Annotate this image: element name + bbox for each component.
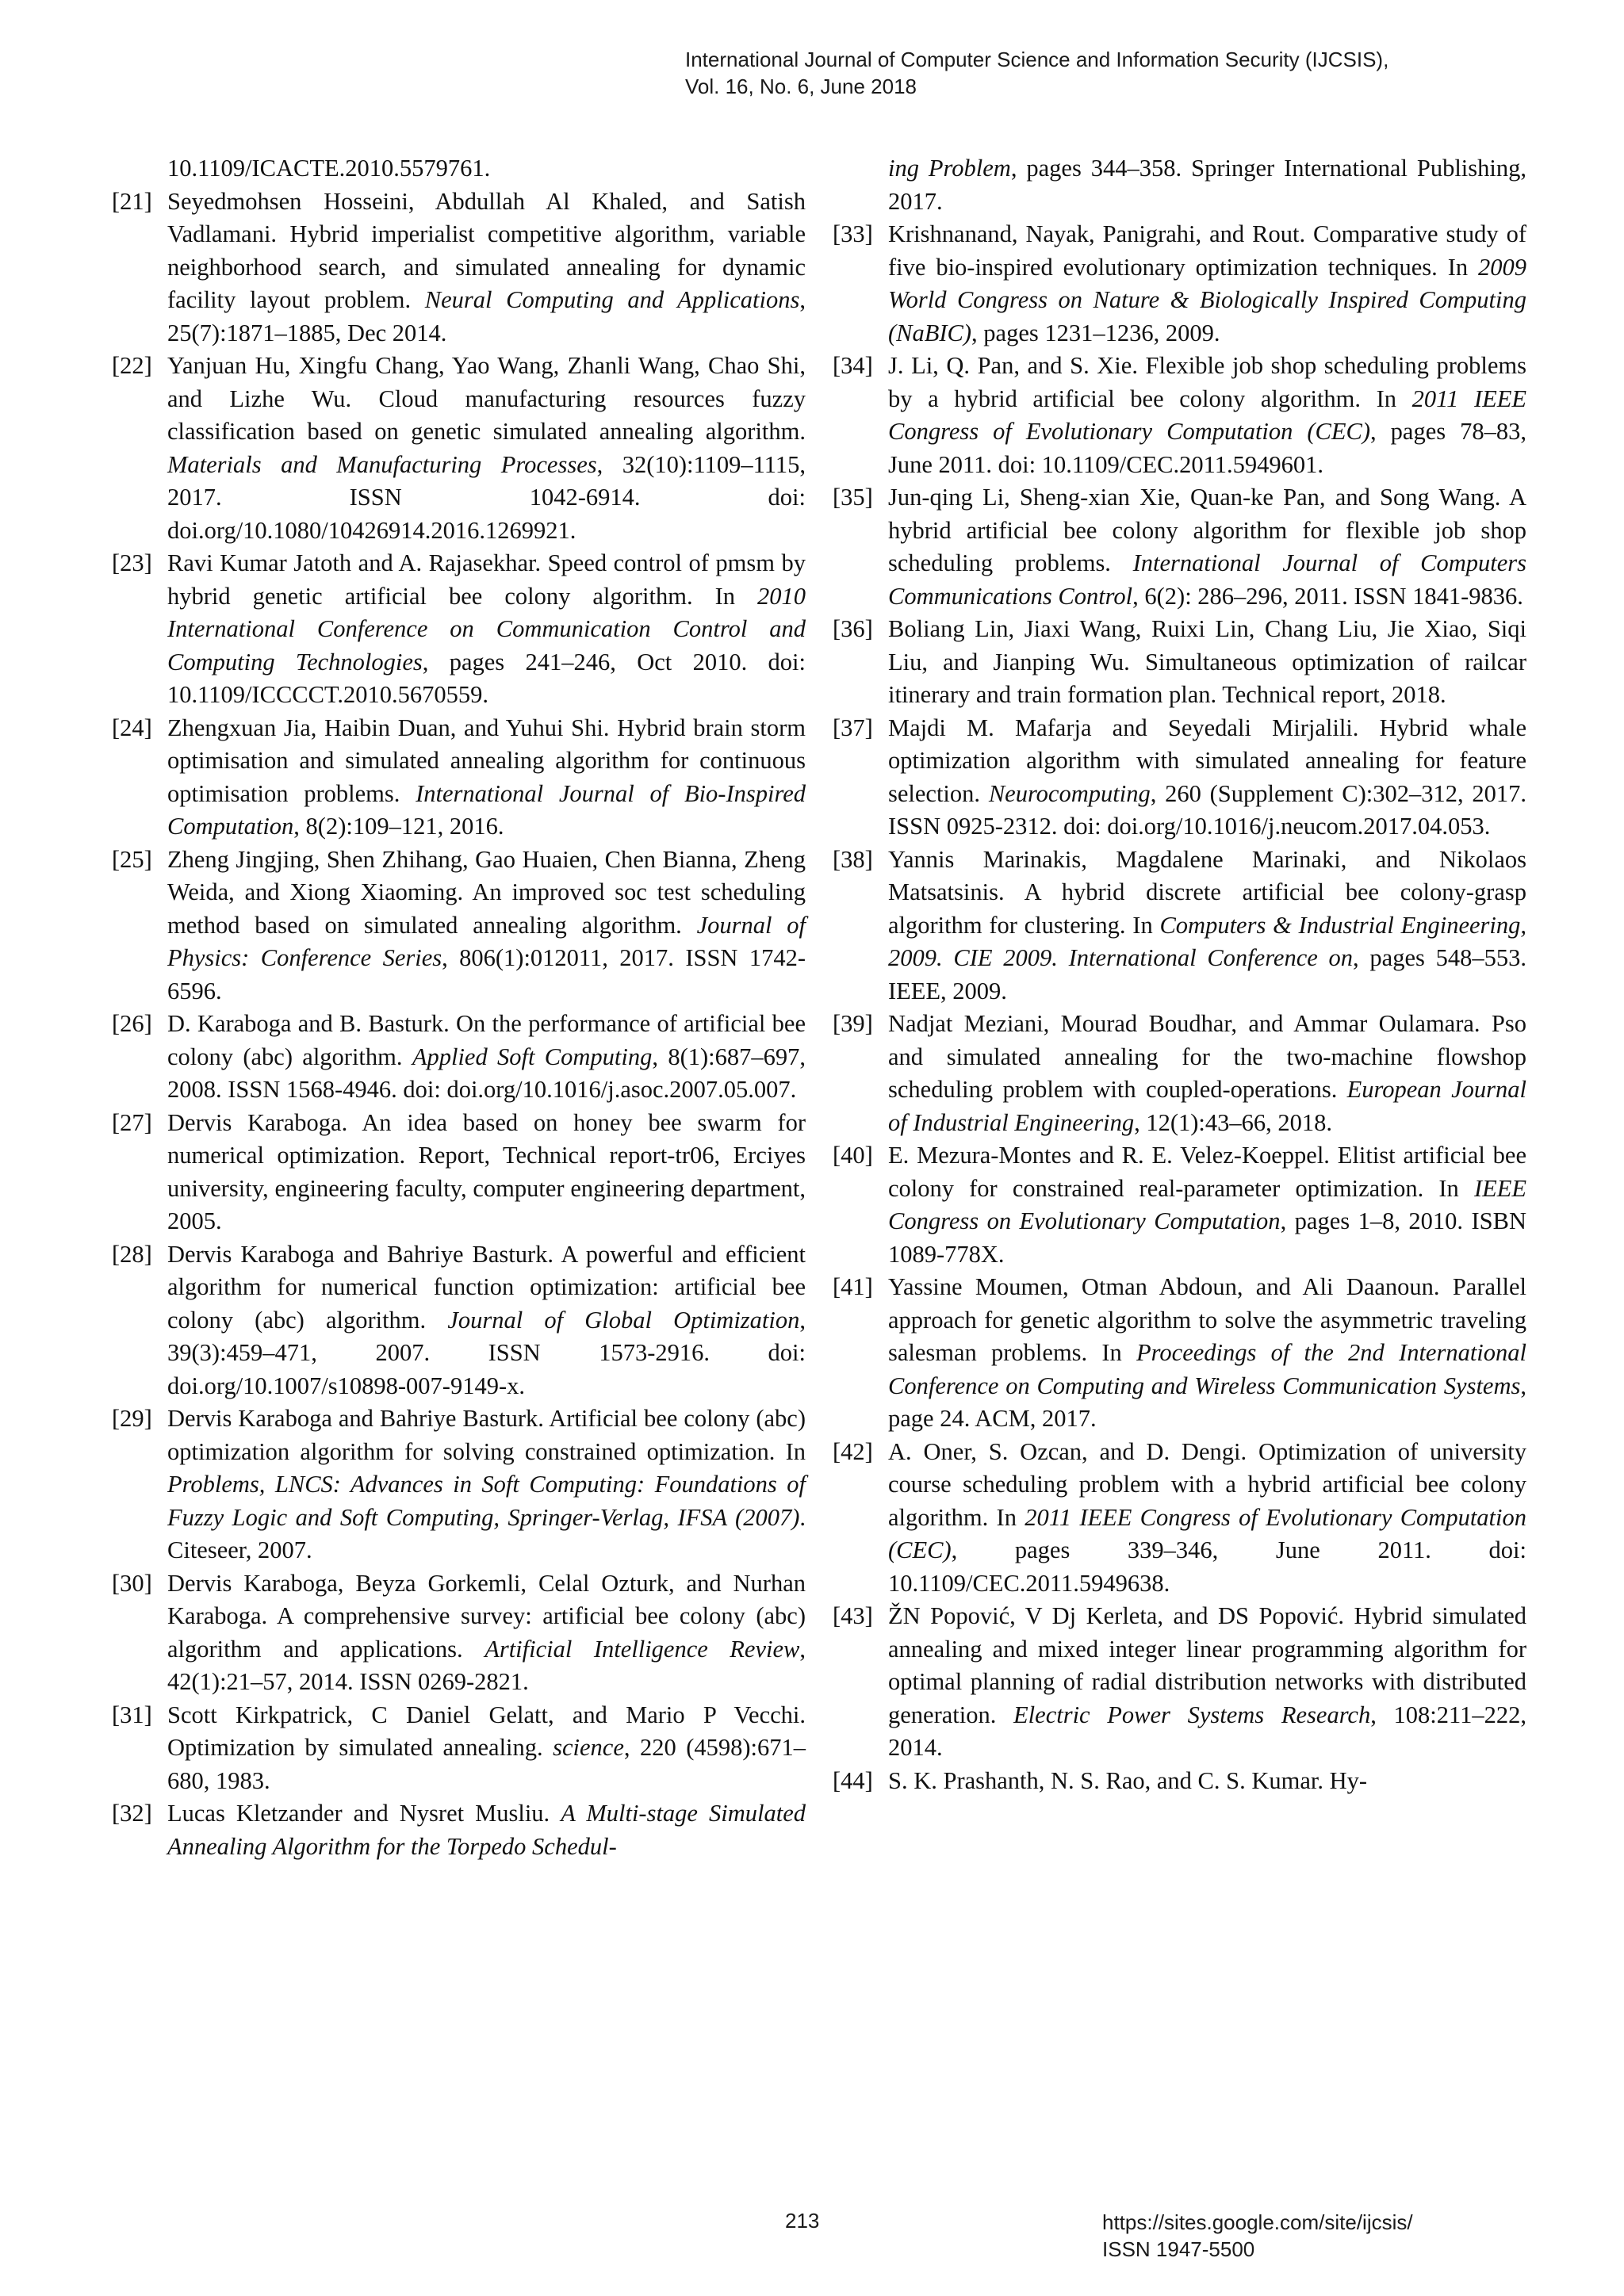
reference-continuation	[833, 152, 1526, 218]
reference-number: [39]	[833, 1010, 873, 1037]
reference-body	[167, 1402, 806, 1567]
reference-body	[888, 613, 1526, 712]
reference-entry	[833, 1008, 1526, 1139]
reference-venue: International Journal of Computers Communications Control	[888, 549, 1526, 610]
reference-entry	[112, 1107, 806, 1238]
reference-entry	[833, 712, 1526, 844]
reference-number: [21]	[112, 187, 152, 215]
reference-text: Dervis Karaboga and Bahriye Basturk. A powerful and efficient algorithm for numerical function optimization: artificial bee colony (abc) algorithm.	[167, 1240, 806, 1334]
footer-issn: ISSN 1947-5500	[1102, 2237, 1255, 2261]
reference-text: , 32(10):1109–1115, 2017. ISSN 1042-6914. doi: doi.org/10.1080/10426914.2016.1269921.	[167, 450, 806, 544]
reference-body	[888, 1139, 1526, 1271]
reference-number: [29]	[112, 1405, 152, 1432]
reference-entry	[833, 350, 1526, 481]
reference-number: [26]	[112, 1010, 152, 1037]
reference-number: [36]	[833, 615, 873, 642]
reference-text: , 12(1):43–66, 2018.	[1134, 1108, 1332, 1136]
reference-text: , 806(1):012011, 2017. ISSN 1742-6596.	[167, 944, 806, 1004]
reference-body	[167, 1107, 806, 1238]
reference-entry	[112, 1402, 806, 1567]
reference-venue: 2009 World Congress on Nature & Biologically Inspired Computing (NaBIC)	[888, 253, 1526, 346]
reference-text: , 25(7):1871–1885, Dec 2014.	[167, 286, 806, 346]
reference-text: Dervis Karaboga. An idea based on honey bee swarm for numerical optimization. Report, Technical report-tr06, Erciyes university, engineering faculty, computer engineering department, 2005.	[167, 1108, 806, 1234]
reference-body	[888, 350, 1526, 481]
reference-entry	[112, 844, 806, 1008]
reference-venue: ing Problem	[888, 155, 1011, 182]
reference-number: [38]	[833, 845, 873, 873]
reference-list-right	[833, 218, 1526, 1797]
reference-body	[888, 1436, 1526, 1601]
reference-body	[167, 186, 806, 350]
reference-text: Jun-qing Li, Sheng-xian Xie, Quan-ke Pan, and Song Wang. A hybrid artificial bee colony algorithm for flexible job shop scheduling problems.	[888, 484, 1526, 576]
journal-header	[685, 46, 1597, 100]
reference-venue: science	[553, 1734, 624, 1761]
reference-body	[167, 1567, 806, 1699]
reference-body	[888, 1600, 1526, 1765]
reference-venue: 2010 International Conference on Communication Control and Computing Technologies	[167, 582, 806, 675]
reference-text: Majdi M. Mafarja and Seyedali Mirjalili. Hybrid whale optimization algorithm with simulated annealing for feature selection.	[888, 714, 1526, 807]
reference-text: , 108:211–222, 2014.	[888, 1701, 1527, 1761]
reference-text: , 260 (Supplement C):302–312, 2017. ISSN 0925-2312. doi: doi.org/10.1016/j.neucom.2017.04.053.	[888, 779, 1527, 840]
reference-number: [33]	[833, 220, 873, 247]
reference-text: Seyedmohsen Hosseini, Abdullah Al Khaled, and Satish Vadlamani. Hybrid imperialist competitive algorithm, variable neighborhood search, and simulated annealing for dynamic facility layout problem.	[167, 187, 806, 313]
journal-title: International Journal of Computer Science and Information Security (IJCSIS),	[685, 48, 1389, 71]
reference-text: Nadjat Meziani, Mourad Boudhar, and Ammar Oulamara. Pso and simulated annealing for the two-machine flowshop scheduling problem with coupled-operations.	[888, 1010, 1526, 1103]
reference-text: Dervis Karaboga and Bahriye Basturk. Artificial bee colony (abc) optimization algorithm for solving constrained optimization. In	[167, 1405, 806, 1465]
page-number: 213	[785, 2209, 820, 2233]
reference-venue: International Journal of Bio-Inspired Computation	[167, 779, 806, 840]
reference-text: Yanjuan Hu, Xingfu Chang, Yao Wang, Zhanli Wang, Chao Shi, and Lizhe Wu. Cloud manufacturing resources fuzzy classification based on genetic simulated annealing algorithm.	[167, 352, 806, 445]
reference-venue: 2011 IEEE Congress of Evolutionary Computation (CEC)	[888, 1503, 1527, 1563]
reference-body	[888, 481, 1526, 613]
reference-text: Dervis Karaboga, Beyza Gorkemli, Celal Ozturk, and Nurhan Karaboga. A comprehensive survey: artificial bee colony (abc) algorithm and applications.	[167, 1569, 806, 1663]
reference-entry	[112, 547, 806, 712]
reference-text: Ravi Kumar Jatoth and A. Rajasekhar. Speed control of pmsm by hybrid genetic artificial bee colony algorithm. In	[167, 549, 806, 610]
reference-text: , pages 1–8, 2010. ISBN 1089-778X.	[888, 1207, 1526, 1268]
reference-text: Yannis Marinakis, Magdalene Marinaki, and Nikolaos Matsatsinis. A hybrid discrete artificial bee colony-grasp algorithm for clustering. In	[888, 845, 1526, 939]
reference-number: [35]	[833, 484, 873, 511]
references-right-column	[833, 152, 1526, 1797]
reference-text: A. Oner, S. Ozcan, and D. Dengi. Optimization of university course scheduling problem with a hybrid artificial bee colony algorithm. In	[888, 1437, 1526, 1531]
reference-text: , 42(1):21–57, 2014. ISSN 0269-2821.	[167, 1635, 806, 1695]
reference-text: , pages 1231–1236, 2009.	[971, 319, 1220, 346]
reference-body	[888, 844, 1526, 1008]
reference-number: [24]	[112, 714, 152, 741]
reference-text: Yassine Moumen, Otman Abdoun, and Ali Daanoun. Parallel approach for genetic algorithm to solve the asymmetric traveling salesman problems. In	[888, 1273, 1526, 1366]
reference-venue: Materials and Manufacturing Processes	[167, 450, 597, 478]
reference-venue: IEEE Congress on Evolutionary Computation	[888, 1174, 1526, 1234]
reference-body	[167, 547, 806, 712]
reference-text: , 6(2): 286–296, 2011. ISSN 1841-9836.	[1132, 582, 1523, 610]
reference-text: , 8(2):109–121, 2016.	[293, 813, 504, 840]
reference-text: , page 24. ACM, 2017.	[888, 1372, 1526, 1432]
reference-entry	[833, 1765, 1526, 1798]
journal-volume: Vol. 16, No. 6, June 2018	[685, 75, 917, 98]
reference-body	[167, 1238, 806, 1403]
reference-entry	[112, 712, 806, 844]
reference-number: [31]	[112, 1701, 152, 1728]
reference-entry	[833, 1139, 1526, 1271]
reference-entry	[112, 350, 806, 547]
reference-text: J. Li, Q. Pan, and S. Xie. Flexible job shop scheduling problems by a hybrid artificial bee colony algorithm. In	[888, 352, 1526, 412]
reference-number: [30]	[112, 1569, 152, 1597]
footer-info	[1102, 2209, 1413, 2263]
reference-entry	[112, 1008, 806, 1107]
reference-number: [27]	[112, 1108, 152, 1136]
reference-text: S. K. Prashanth, N. S. Rao, and C. S. Kumar. Hy-	[888, 1766, 1368, 1794]
reference-text: , 39(3):459–471, 2007. ISSN 1573-2916. doi: doi.org/10.1007/s10898-007-9149-x.	[167, 1306, 806, 1399]
reference-venue: Applied Soft Computing	[412, 1043, 653, 1070]
reference-entry	[112, 1699, 806, 1798]
reference-body	[167, 1797, 806, 1863]
reference-entry	[112, 1238, 806, 1403]
reference-text: , pages 339–346, June 2011. doi: 10.1109/CEC.2011.5949638.	[888, 1536, 1526, 1597]
reference-body	[167, 350, 806, 547]
reference-entry	[112, 186, 806, 350]
reference-venue: Neurocomputing	[988, 779, 1151, 807]
reference-text: Lucas Kletzander and Nysret Musliu.	[167, 1800, 561, 1827]
references-left-column	[112, 152, 806, 1863]
reference-entry	[112, 1797, 806, 1863]
reference-text: D. Karaboga and B. Basturk. On the performance of artificial bee colony (abc) algorithm.	[167, 1010, 806, 1070]
reference-text: , pages 548–553. IEEE, 2009.	[888, 944, 1526, 1004]
reference-venue: Journal of Global Optimization	[447, 1306, 800, 1334]
reference-body	[167, 1008, 806, 1107]
reference-entry	[833, 1600, 1526, 1765]
reference-text: Scott Kirkpatrick, C Daniel Gelatt, and Mario P Vecchi. Optimization by simulated annealing.	[167, 1701, 806, 1761]
reference-entry	[833, 1271, 1526, 1436]
reference-number: [22]	[112, 352, 152, 379]
reference-number: [41]	[833, 1273, 873, 1300]
reference-text: Boliang Lin, Jiaxi Wang, Ruixi Lin, Chang Liu, Jie Xiao, Siqi Liu, and Jianping Wu. Simultaneous optimization of railcar itinerary and train formation plan. Technical report, 2018.	[888, 615, 1526, 708]
reference-venue: A Multi-stage Simulated Annealing Algorithm for the Torpedo Schedul-	[167, 1800, 806, 1860]
reference-venue: Problems, LNCS: Advances in Soft Computing: Foundations of Fuzzy Logic and Soft Computing, Springer-Verlag, IFSA (2007)	[167, 1471, 806, 1531]
reference-number: [25]	[112, 845, 152, 873]
reference-text: Zhengxuan Jia, Haibin Duan, and Yuhui Shi. Hybrid brain storm optimisation and simulated annealing algorithm for continuous optimisation problems.	[167, 714, 806, 807]
reference-text: . Citeseer, 2007.	[167, 1503, 806, 1563]
reference-body	[888, 1008, 1526, 1139]
reference-venue: European Journal of Industrial Engineering	[888, 1076, 1526, 1136]
reference-venue: Electric Power Systems Research	[1013, 1701, 1371, 1728]
reference-text: , pages 241–246, Oct 2010. doi: 10.1109/ICCCCT.2010.5670559.	[167, 648, 806, 708]
reference-entry	[833, 1436, 1526, 1601]
reference-text: , 8(1):687–697, 2008. ISSN 1568-4946. doi: doi.org/10.1016/j.asoc.2007.05.007.	[167, 1043, 806, 1103]
reference-entry	[833, 613, 1526, 712]
reference-continuation: 10.1109/ICACTE.2010.5579761.	[167, 155, 491, 182]
reference-text: E. Mezura-Montes and R. E. Velez-Koeppel. Elitist artificial bee colony for constrained real-parameter optimization. In	[888, 1142, 1526, 1202]
reference-number: [40]	[833, 1142, 873, 1169]
reference-text: , pages 78–83, June 2011. doi: 10.1109/CEC.2011.5949601.	[888, 418, 1526, 478]
reference-body	[167, 844, 806, 1008]
reference-venue: Neural Computing and Applications	[424, 286, 800, 313]
reference-number: [32]	[112, 1800, 152, 1827]
reference-number: [44]	[833, 1766, 873, 1794]
reference-number: [43]	[833, 1602, 873, 1629]
reference-number: [28]	[112, 1240, 152, 1268]
footer-url: https://sites.google.com/site/ijcsis/	[1102, 2210, 1413, 2234]
reference-body	[888, 1765, 1526, 1798]
reference-body	[888, 712, 1526, 844]
reference-number: [23]	[112, 549, 152, 576]
reference-entry	[833, 844, 1526, 1008]
reference-text: , pages 344–358. Springer International Publishing, 2017.	[888, 155, 1526, 215]
reference-venue: Proceedings of the 2nd International Conference on Computing and Wireless Communication Systems	[888, 1339, 1526, 1399]
reference-body	[167, 1699, 806, 1798]
reference-venue: Journal of Physics: Conference Series	[167, 911, 806, 971]
reference-venue: Computers & Industrial Engineering, 2009. CIE 2009. International Conference on	[888, 911, 1526, 971]
reference-text: ŽN Popović, V Dj Kerleta, and DS Popović. Hybrid simulated annealing and mixed integer linear programming algorithm for optimal planning of radial distribution networks with distributed generation.	[888, 1602, 1526, 1728]
reference-number: [37]	[833, 714, 873, 741]
reference-number: [42]	[833, 1437, 873, 1465]
reference-body	[167, 712, 806, 844]
reference-entry	[833, 481, 1526, 613]
reference-venue: Artificial Intelligence Review	[485, 1635, 800, 1663]
reference-entry	[833, 218, 1526, 350]
reference-text: , 220 (4598):671–680, 1983.	[167, 1734, 806, 1794]
reference-body	[888, 1271, 1526, 1436]
reference-entry	[112, 1567, 806, 1699]
reference-venue: 2011 IEEE Congress of Evolutionary Computation (CEC)	[888, 385, 1526, 445]
reference-text: Zheng Jingjing, Shen Zhihang, Gao Huaien, Chen Bianna, Zheng Weida, and Xiong Xiaoming. An improved soc test scheduling method based on simulated annealing algorithm.	[167, 845, 806, 939]
reference-text: Krishnanand, Nayak, Panigrahi, and Rout. Comparative study of five bio-inspired evolutionary optimization techniques. In	[888, 220, 1526, 281]
reference-list-left	[112, 186, 806, 1864]
reference-number: [34]	[833, 352, 873, 379]
reference-body	[888, 218, 1526, 350]
